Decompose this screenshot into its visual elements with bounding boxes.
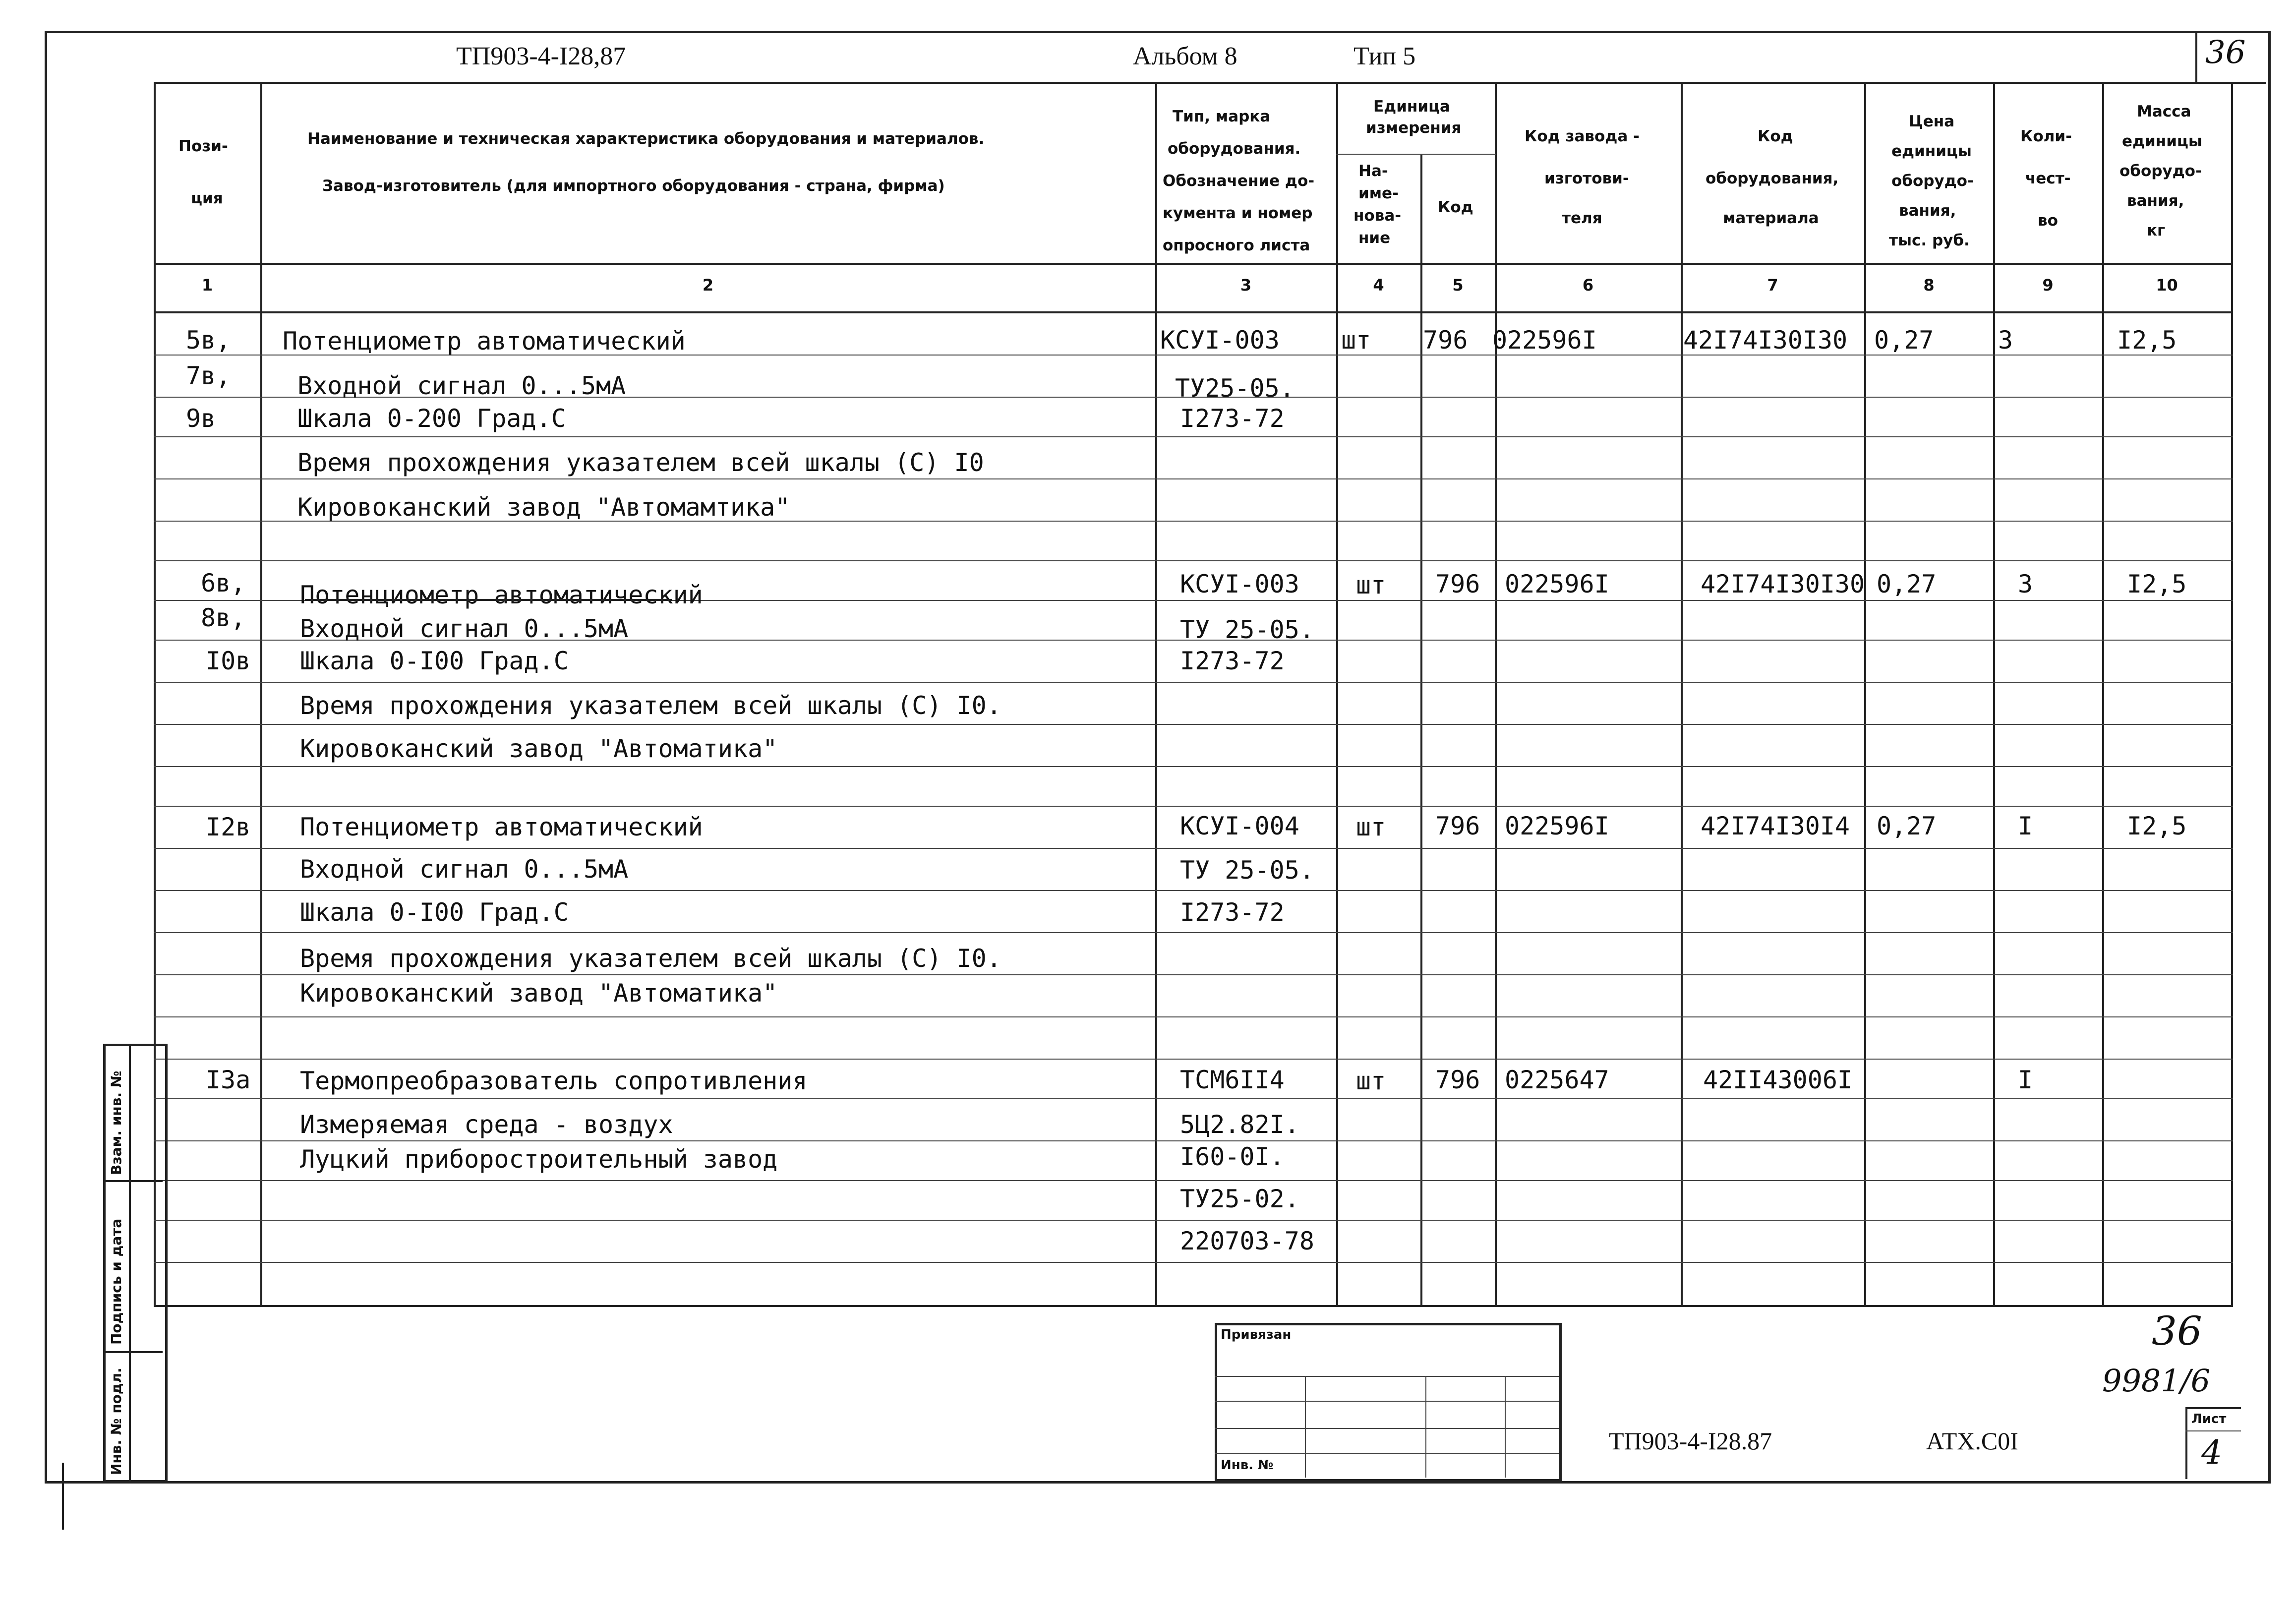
hdr-unit-1: Единица	[1373, 98, 1450, 116]
doc-mark: АТХ.С0I	[1926, 1427, 2018, 1455]
sheet-box-left	[2185, 1407, 2187, 1479]
type-label: Тип 5	[1354, 42, 1416, 70]
binding-row	[1215, 1453, 1559, 1454]
table-right-border	[2231, 82, 2233, 1307]
cell-name: Время прохождения указателем всей шкалы (С) I0.	[300, 691, 1001, 720]
cell-unit-code: 796	[1435, 812, 1480, 840]
row-line	[154, 1098, 2233, 1099]
row-line	[154, 806, 2233, 807]
binding-col	[1305, 1376, 1306, 1478]
cell-qty: 3	[1998, 326, 2013, 355]
hdr-unit-name-3: нова-	[1354, 207, 1402, 225]
cell-factory-code: 022596I	[1505, 812, 1609, 840]
cell-name: Термопреобразователь сопротивления	[300, 1067, 808, 1095]
row-line	[154, 974, 2233, 975]
doc-code-bottom: ТП903-4-I28.87	[1609, 1427, 1772, 1455]
binding-col	[1425, 1376, 1426, 1478]
hdr-pos-1: Пози-	[178, 137, 228, 155]
col-sep-3	[1336, 82, 1338, 1307]
cell-unit: шт	[1341, 326, 1371, 355]
row-line	[154, 436, 2233, 437]
sheet-number: 4	[2201, 1433, 2222, 1472]
cell-name: Потенциометр автоматический	[300, 813, 703, 841]
cell-unit: шт	[1356, 813, 1386, 841]
cell-type: ТУ 25-05.	[1180, 615, 1314, 644]
hdr-unit-name-2: име-	[1358, 184, 1399, 202]
cell-name: Кировоканский завод "Автомамтика"	[297, 493, 790, 522]
cell-type: КСУI-003	[1180, 570, 1299, 598]
col-number: 3	[1240, 276, 1252, 295]
row-line	[154, 932, 2233, 933]
row-line	[154, 890, 2233, 891]
handwritten-page: 36	[2152, 1308, 2202, 1354]
side-stamp-sep	[103, 1351, 163, 1353]
hdr-price-5: тыс. руб.	[1889, 232, 1970, 249]
cell-type: I273-72	[1180, 647, 1285, 675]
cell-type: I273-72	[1180, 898, 1285, 927]
col-sep-6	[1681, 82, 1683, 1307]
cell-type: ТСМ6II4	[1180, 1066, 1285, 1094]
cell-pos: 8в,	[201, 603, 246, 632]
cell-type: 220703-78	[1180, 1227, 1314, 1255]
hdr-price-2: единицы	[1891, 142, 1972, 160]
col-sep-2	[1155, 82, 1157, 1307]
hdr-unit-name-4: ние	[1358, 229, 1391, 247]
hdr-factory-1: Код завода -	[1525, 127, 1640, 145]
cell-pos: I0в	[206, 647, 251, 675]
unit-group-line	[1336, 154, 1496, 155]
cell-mass: I2,5	[2127, 570, 2187, 598]
cell-name: Время прохождения указателем всей шкалы (С) I0.	[300, 944, 1001, 973]
cell-equip-code: 42I74I30I30	[1683, 326, 1848, 355]
col-number: 9	[2042, 276, 2054, 295]
cell-name: Входной сигнал 0...5мА	[300, 614, 629, 643]
hdr-type-5: опросного листа	[1163, 237, 1310, 254]
cell-type: I60-0I.	[1180, 1142, 1285, 1171]
cell-unit-code: 796	[1435, 570, 1480, 598]
cell-unit: шт	[1356, 571, 1386, 599]
corner-box-line	[2195, 31, 2197, 83]
cell-mass: I2,5	[2117, 326, 2177, 355]
row-line	[154, 1262, 2233, 1263]
hdr-price-1: Цена	[1909, 113, 1955, 130]
table-bottom-line	[154, 1305, 2233, 1307]
cell-unit-code: 796	[1435, 1066, 1480, 1094]
hdr-type-2: оборудования.	[1168, 140, 1301, 158]
row-line	[154, 478, 2233, 479]
hdr-mass-3: оборудо-	[2119, 162, 2202, 180]
cell-name: Кировоканский завод "Автоматика"	[300, 979, 778, 1008]
binding-row	[1215, 1401, 1559, 1402]
strikethrough-line	[305, 599, 672, 601]
hdr-factory-2: изготови-	[1544, 170, 1629, 187]
cell-pos: 7в,	[186, 361, 231, 390]
row-line	[154, 1220, 2233, 1221]
row-line	[154, 848, 2233, 849]
cell-name: Потенциометр автоматический	[283, 327, 686, 356]
corner-page-number: 36	[2205, 34, 2246, 71]
row-line	[154, 724, 2233, 725]
side-label-sign-date: Подпись и дата	[108, 1218, 124, 1345]
inv-no-label: Инв. №	[1221, 1458, 1274, 1473]
hdr-qty-3: во	[2038, 212, 2058, 230]
handwritten-number: 9981/6	[2102, 1363, 2211, 1399]
binding-col	[1505, 1376, 1506, 1478]
hdr-name-2: Завод-изготовитель (для импортного оборудования - страна, фирма)	[322, 177, 945, 195]
row-line	[154, 560, 2233, 561]
side-stamp-divider	[129, 1044, 131, 1480]
cell-name: Шкала 0-I00 Град.С	[300, 898, 569, 927]
col-number: 6	[1582, 276, 1594, 295]
cell-name: Время прохождения указателем всей шкалы (С) I0	[297, 448, 984, 477]
cell-qty: I	[2018, 1066, 2033, 1094]
col-sep-4	[1420, 154, 1422, 1307]
col-number: 7	[1767, 276, 1778, 295]
col-sep-1	[260, 82, 262, 1307]
hdr-type-3: Обозначение до-	[1163, 172, 1315, 190]
cell-price: 0,27	[1874, 326, 1934, 355]
hdr-price-4: вания,	[1899, 202, 1956, 220]
cell-name: Шкала 0-200 Град.С	[297, 404, 566, 433]
cell-pos: 5в,	[186, 326, 231, 355]
col-number: 4	[1373, 276, 1384, 295]
cell-unit-code: 796	[1423, 326, 1468, 355]
col-number: 1	[201, 276, 213, 295]
col-number: 2	[702, 276, 714, 295]
hdr-equip-1: Код	[1758, 127, 1793, 145]
side-label-inv-orig: Инв. № подл.	[108, 1367, 124, 1475]
cell-pos: I2в	[206, 813, 251, 841]
hdr-equip-2: оборудования,	[1706, 170, 1839, 187]
col-number: 10	[2156, 276, 2178, 295]
hdr-qty-2: чест-	[2025, 170, 2071, 187]
cell-type: ТУ 25-05.	[1180, 856, 1314, 885]
col-sep-9	[2102, 82, 2104, 1307]
cell-type: КСУI-003	[1160, 326, 1280, 355]
title-strip-line	[154, 82, 2266, 84]
col-number: 8	[1923, 276, 1935, 295]
cell-type: КСУI-004	[1180, 812, 1299, 840]
cell-equip-code: 42I74I30I30	[1701, 570, 1865, 598]
hdr-mass-2: единицы	[2122, 132, 2202, 150]
cell-name: Кировоканский завод "Автоматика"	[300, 734, 778, 763]
cell-price: 0,27	[1877, 812, 1937, 840]
header-bottom-line	[154, 263, 2233, 265]
hdr-type-1: Тип, марка	[1173, 108, 1271, 125]
doc-code-top: ТП903-4-I28,87	[456, 42, 626, 70]
cell-type: I273-72	[1180, 404, 1285, 433]
hdr-qty-1: Коли-	[2020, 127, 2072, 145]
col-sep-8	[1993, 82, 1995, 1307]
cell-type: ТУ25-02.	[1180, 1185, 1299, 1213]
cell-equip-code: 42I74I30I4	[1701, 812, 1850, 840]
cell-name: Шкала 0-I00 Град.С	[300, 647, 569, 675]
hdr-mass-5: кг	[2147, 222, 2166, 239]
hdr-equip-3: материала	[1723, 209, 1819, 227]
binding-label: Привязан	[1221, 1327, 1292, 1342]
hdr-factory-3: теля	[1562, 209, 1602, 227]
hdr-type-4: кумента и номер	[1163, 204, 1313, 222]
cell-unit: шт	[1356, 1067, 1386, 1095]
hdr-unit-code: Код	[1438, 198, 1473, 216]
cell-qty: 3	[2018, 570, 2033, 598]
hdr-pos-2: ция	[191, 189, 223, 207]
col-number: 5	[1452, 276, 1464, 295]
cell-factory-code: 022596I	[1492, 326, 1597, 355]
cell-pos: 9в	[186, 404, 216, 433]
cell-price: 0,27	[1877, 570, 1937, 598]
hdr-unit-2: измерения	[1366, 119, 1462, 137]
cell-name: Луцкий приборостроительный завод	[300, 1145, 778, 1174]
cell-name: Потенциометр автоматический	[300, 581, 703, 609]
hdr-unit-name-1: На-	[1358, 162, 1388, 180]
sheet-box-split	[2185, 1430, 2241, 1431]
cell-pos: 6в,	[201, 569, 246, 597]
album-label: Альбом 8	[1133, 42, 1237, 70]
cell-name: Входной сигнал 0...5мА	[300, 855, 629, 884]
cell-type: ТУ25-05.	[1175, 374, 1295, 403]
col-sep-5	[1495, 82, 1497, 1307]
cell-equip-code: 42II43006I	[1703, 1066, 1853, 1094]
cell-name: Входной сигнал 0...5мА	[297, 371, 626, 400]
left-margin-line	[62, 1463, 64, 1530]
hdr-mass-1: Масса	[2137, 103, 2191, 120]
numbers-bottom-line	[154, 311, 2233, 313]
hdr-name-1: Наименование и техническая характеристика оборудования и материалов.	[307, 130, 985, 148]
cell-factory-code: 0225647	[1505, 1066, 1609, 1094]
row-line	[154, 1140, 2233, 1141]
cell-type: 5Ц2.82I.	[1180, 1110, 1299, 1139]
hdr-mass-4: вания,	[2127, 192, 2184, 210]
cell-pos: I3а	[206, 1066, 251, 1094]
row-line	[154, 1059, 2233, 1060]
col-sep-7	[1864, 82, 1866, 1307]
cell-name: Измеряемая среда - воздух	[300, 1110, 673, 1139]
cell-qty: I	[2018, 812, 2033, 840]
row-line	[154, 1180, 2233, 1181]
sheet-label: Лист	[2191, 1412, 2227, 1427]
row-line	[154, 1016, 2233, 1017]
cell-factory-code: 022596I	[1505, 570, 1609, 598]
row-line	[154, 766, 2233, 767]
binding-row	[1215, 1428, 1559, 1429]
side-label-replace-inv: Взам. инв. №	[108, 1070, 124, 1175]
row-line	[154, 682, 2233, 683]
cell-mass: I2,5	[2127, 812, 2187, 840]
hdr-price-3: оборудо-	[1891, 172, 1974, 190]
side-stamp-sep	[103, 1180, 163, 1182]
binding-row	[1215, 1376, 1559, 1377]
